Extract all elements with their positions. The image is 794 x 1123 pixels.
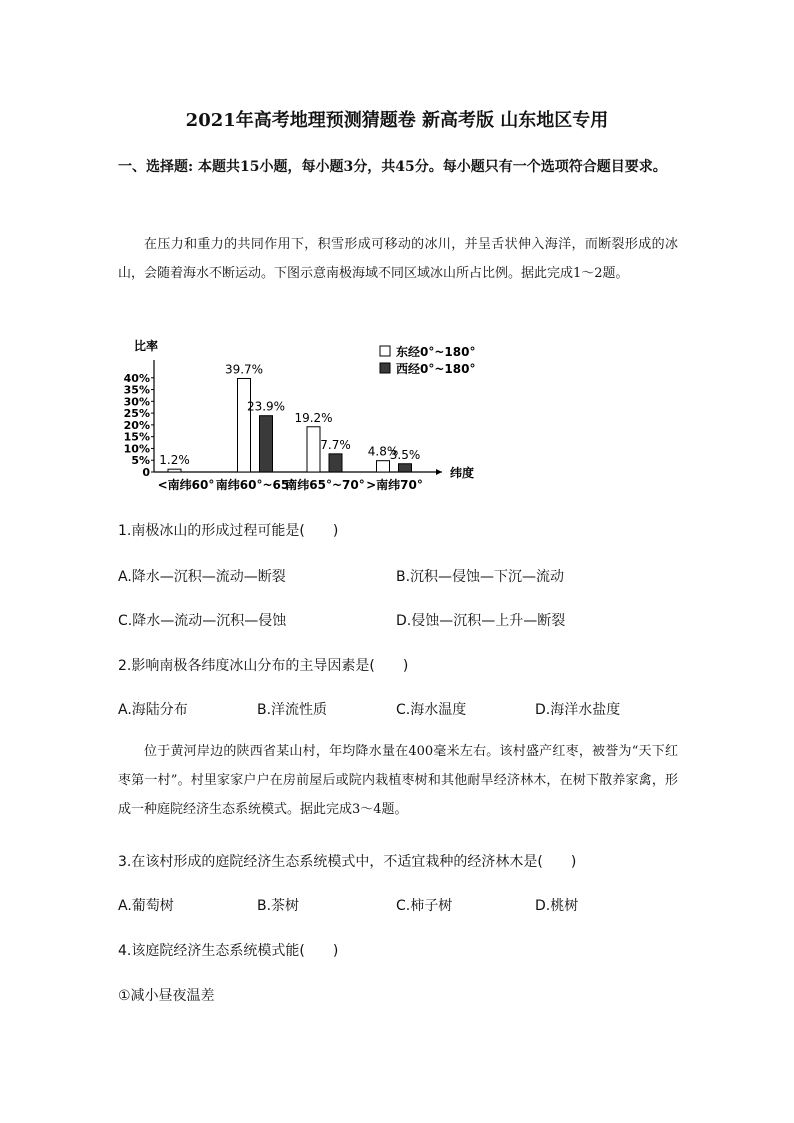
category-label: <南纬60°	[157, 478, 215, 492]
q3-option-c[interactable]: C.柿子树	[396, 898, 453, 914]
y-tick-label: 30%	[123, 395, 150, 409]
q1-option-c[interactable]: C.降水—流动—沉积—侵蚀	[118, 613, 287, 629]
bar	[377, 461, 390, 472]
y-tick-label: 15%	[123, 430, 150, 444]
x-axis-label: 纬度	[450, 466, 475, 480]
page-title: 2021年高考地理预测猜题卷 新高考版 山东地区专用	[185, 110, 609, 131]
legend-label: 东经0°~180°	[396, 345, 476, 359]
y-tick-label: 25%	[123, 407, 150, 421]
y-tick-label: 40%	[123, 371, 150, 385]
bar	[238, 378, 251, 472]
data-label: 7.7%	[320, 437, 351, 452]
q3-option-a[interactable]: A.葡萄树	[118, 898, 174, 914]
y-tick-label: 35%	[123, 383, 150, 397]
passage-2: 位于黄河岸边的陕西省某山村，年均降水量在400毫米左右。该村盛产红枣，被誉为“天下红枣第一村”。村里家家户户在房前屋后或院内栽植枣树和其他耐旱经济林木，在树下散养家禽，形成一种庭院经济生态系统模式。据此完成3～4题。	[118, 744, 678, 817]
bar	[329, 454, 342, 472]
iceberg-ratio-chart	[112, 332, 492, 492]
question-4-stem: 4.该庭院经济生态系统模式能( )	[118, 943, 339, 959]
category-label: >南纬70°	[366, 478, 423, 492]
q2-option-a[interactable]: A.海陆分布	[118, 702, 188, 718]
q2-option-d[interactable]: D.海洋水盐度	[535, 702, 621, 718]
q2-option-c[interactable]: C.海水温度	[396, 702, 467, 718]
bar	[307, 427, 320, 472]
q1-option-b[interactable]: B.沉积—侵蚀—下沉—流动	[396, 569, 565, 585]
data-label: 1.2%	[159, 453, 190, 468]
q2-option-b[interactable]: B.洋流性质	[257, 702, 328, 718]
question-2-stem: 2.影响南极各纬度冰山分布的主导因素是( )	[118, 658, 409, 674]
data-label: 23.9%	[246, 399, 286, 414]
q4-item-1[interactable]: ①减小昼夜温差	[118, 988, 215, 1004]
q3-option-b[interactable]: B.茶树	[257, 898, 300, 914]
y-tick-label: 10%	[123, 442, 150, 456]
x-axis-arrow	[436, 469, 442, 475]
q1-option-a[interactable]: A.降水—沉积—流动—断裂	[118, 569, 286, 585]
bar	[168, 469, 181, 472]
data-label: 3.5%	[389, 447, 421, 462]
passage-1: 在压力和重力的共同作用下，积雪形成可移动的冰川，并呈舌状伸入海洋，而断裂形成的冰山，会随着海水不断运动。下图示意南极海域不同区域冰山所占比例。据此完成1～2题。	[118, 237, 678, 281]
data-label: 4.8%	[367, 444, 399, 459]
legend-label: 西经0°~180°	[396, 362, 476, 376]
legend-swatch	[380, 346, 390, 356]
q1-option-d[interactable]: D.侵蚀—沉积—上升—断裂	[396, 613, 566, 629]
section-heading: 一、选择题: 本题共15小题，每小题3分，共45分。每小题只有一个选项符合题目要求。	[118, 159, 667, 175]
category-label: 南纬60°~65°	[215, 478, 296, 492]
y-tick-label: 5%	[131, 454, 150, 468]
y-tick-label: 20%	[123, 418, 150, 432]
bar	[399, 464, 412, 472]
bar	[260, 416, 273, 472]
data-label: 19.2%	[294, 410, 333, 425]
y-tick-label: 0	[142, 466, 150, 479]
question-1-stem: 1.南极冰山的形成过程可能是( )	[118, 523, 339, 539]
category-label: 南纬65°~70°	[285, 478, 365, 492]
question-3-stem: 3.在该村形成的庭院经济生态系统模式中，不适宜栽种的经济林木是( )	[118, 854, 577, 870]
data-label: 39.7%	[224, 362, 264, 377]
legend-swatch	[380, 363, 390, 373]
y-axis-label: 比率	[134, 339, 159, 353]
q3-option-d[interactable]: D.桃树	[535, 898, 579, 914]
